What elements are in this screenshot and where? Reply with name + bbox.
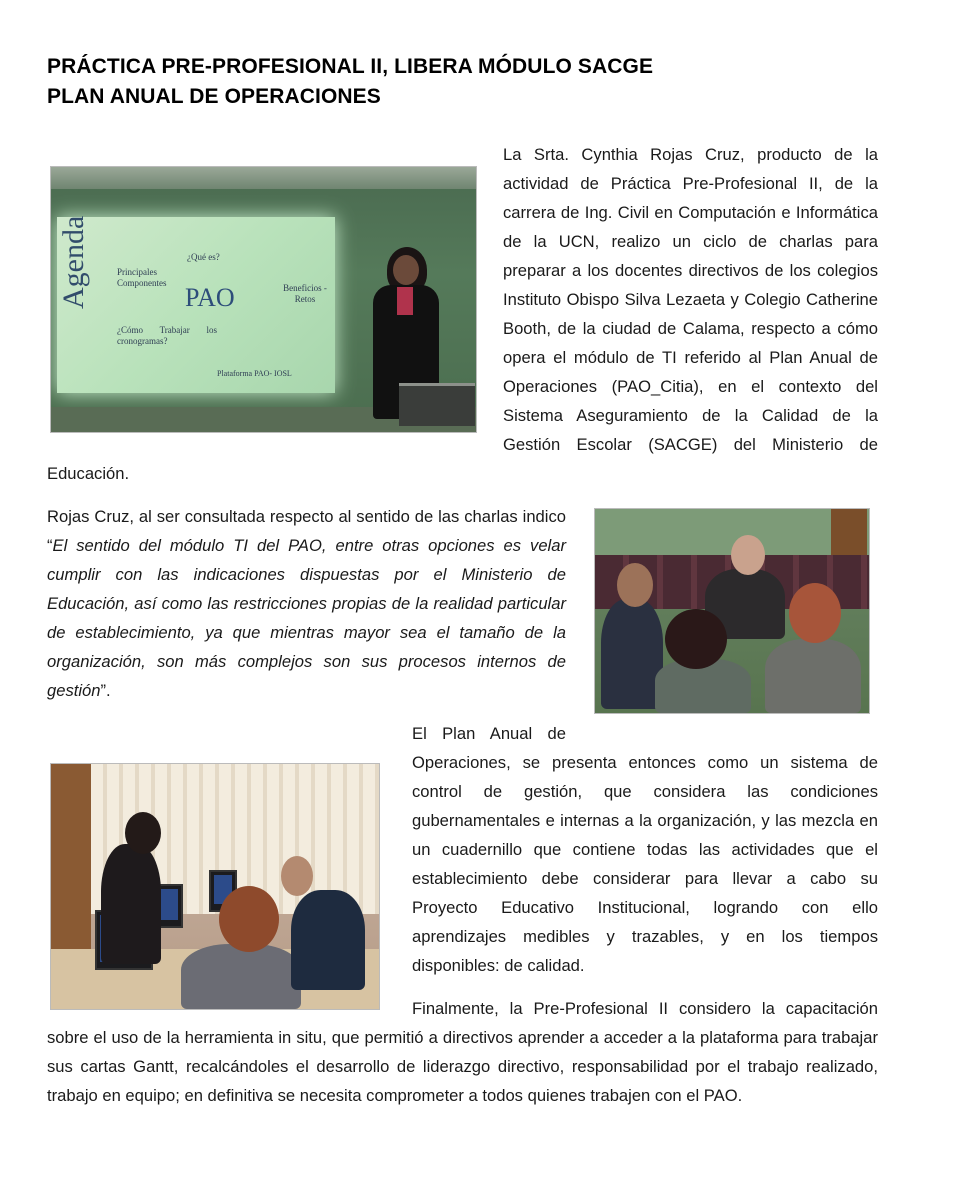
seated-woman [181,944,301,1009]
paragraph-2-end: ”. [100,681,111,700]
projection-screen [57,217,335,393]
seated-man-head [281,856,313,896]
slide-pao-text: PAO [185,283,235,312]
paragraph-2-intro: Rojas Cruz, al ser consultada respecto al sentido de las charlas indico “ [47,507,566,555]
slide-principales-text: Principales Componentes [117,267,167,288]
standing-woman [101,844,161,964]
presenter-shirt [397,287,413,315]
seated-woman-head [219,886,279,952]
page-title: PRÁCTICA PRE-PROFESIONAL II, LIBERA MÓDULO SACGE [47,55,654,78]
slide-que-es-text: ¿Qué es? [187,252,220,262]
woman-right-head [789,583,841,643]
man-glasses-head [731,535,765,575]
seated-man [291,890,365,990]
audience-photo [594,508,870,714]
paragraph-1: La Srta. Cynthia Rojas Cruz, producto de la actividad de Práctica Pre-Profesional II, de la carrera de Ing. Civil en Computación e Informática de la UCN, realizo un ciclo de charlas para preparar a los docentes directivos de los colegios Instituto Obispo Silva Lezaeta y Colegio Catherine Booth, de la ciudad de Calama, respecto a cómo opera el módulo de TI referido al Plan Anual de Operaciones (PAO_Citia), en el contexto del Sistema Aseguramiento de la Calidad de la Gestión Escolar (SACGE) del Ministerio de Educación. [47,145,878,483]
slide-beneficios-text: Beneficios - Retos [283,283,327,304]
slide-como-trabajar-text: ¿Cómo Trabajar los cronogramas? [117,325,217,346]
laptop [399,383,475,426]
woman-right [765,639,861,713]
paragraph-4: Finalmente, la Pre-Profesional II considero la capacitación sobre el uso de la herramienta in situ, que permitió a directivos aprender a acceder a la plataforma para trabajar sus cartas Gantt, recalcándoles el desarrollo de liderazgo directivo, responsabilidad por el trabajo realizado, trabajo en equipo; en definitiva se necesita comprometer a todos quienes trabajen con el PAO. [47,999,878,1105]
presenter-head [393,255,419,285]
ceiling [51,167,476,189]
slide-agenda-text: Agenda [57,215,90,309]
page-subtitle: PLAN ANUAL DE OPERACIONES [47,85,381,108]
slide-plataforma-text: Plataforma PAO- IOSL [217,369,292,378]
title-block [47,52,907,112]
paragraph-3: El Plan Anual de Operaciones, se presenta entonces como un sistema de control de gestión, que considera las condiciones gubernamentales e internas a la organización, y las mezcla en un cuadernillo que contiene todas las actividades que el establecimiento debe considerar para llevar a cabo su Proyecto Educativo Institucional, logrando con ello aprendizajes medibles y trazables, y en los tiempos disponibles: de calidad. [412,724,878,975]
presentation-photo [50,166,477,433]
paragraph-2-quote: El sentido del módulo TI del PAO, entre otras opciones es velar cumplir con las indicaciones dispuestas por el Ministerio de Educación, así como las restricciones propias de la realidad particular de establecimiento, ya que mientras mayor sea el tamaño de la organización, son más complejos son sus procesos internos de gestión [47,536,566,700]
article-body [47,140,878,1124]
standing-woman-head [125,812,161,854]
woman-left-head [665,609,727,669]
man-suit-head [617,563,653,607]
man-suit [601,599,663,709]
training-photo [50,763,380,1010]
